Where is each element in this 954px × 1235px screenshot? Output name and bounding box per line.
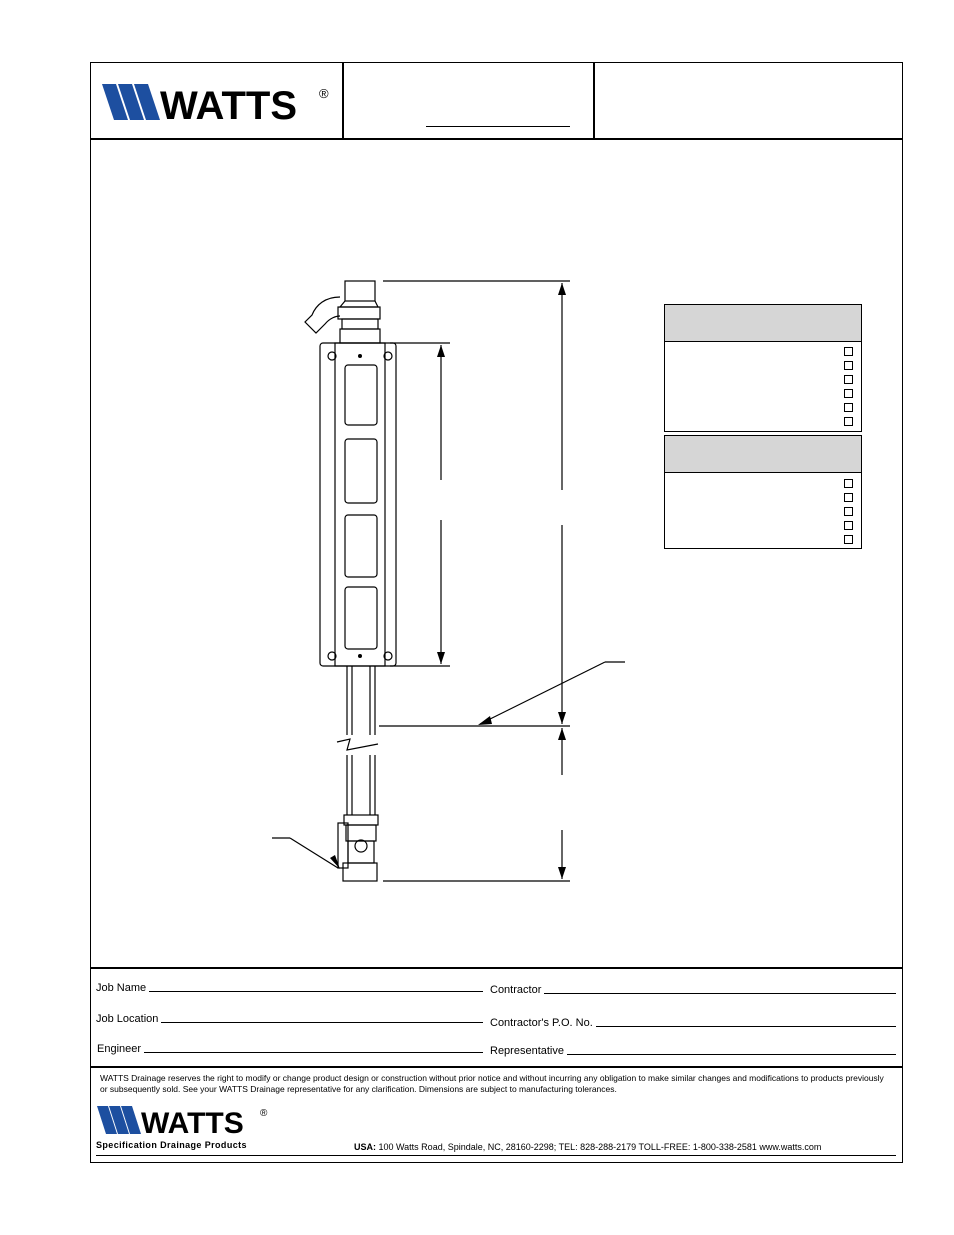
engineer-label: Engineer: [97, 1043, 142, 1055]
footer-rule: [96, 1155, 896, 1156]
representative-line[interactable]: [567, 1054, 896, 1055]
svg-text:WATTS: WATTS: [141, 1107, 244, 1137]
form-top-rule: [90, 967, 903, 969]
break-line: [337, 739, 378, 750]
job-name-label: Job Name: [96, 982, 147, 994]
job-name-field[interactable]: [96, 982, 483, 994]
option-checkbox[interactable]: [844, 403, 853, 412]
representative-label: Representative: [490, 1045, 564, 1057]
contractor-po-field[interactable]: [490, 1017, 896, 1029]
engineer-line[interactable]: [144, 1052, 483, 1053]
contractor-field[interactable]: [490, 984, 896, 996]
disclaimer-text: WATTS Drainage reserves the right to modify or change product design or construction without prior notice and without incurring any obligation to make similar changes and modifications to products previously or subsequently sold. See your WATTS Drainage representative for any clarification. Dimensions are subject to manufacturing tolerances.: [100, 1073, 884, 1094]
option-checkbox[interactable]: [844, 507, 853, 516]
options-box-2: [664, 435, 862, 549]
option-checkbox[interactable]: [844, 417, 853, 426]
contractor-po-label: Contractor's P.O. No.: [490, 1017, 593, 1029]
contractor-po-line[interactable]: [596, 1026, 896, 1027]
option-checkbox[interactable]: [844, 389, 853, 398]
option-checkbox[interactable]: [844, 375, 853, 384]
company-address: [354, 1142, 821, 1152]
option-checkbox[interactable]: [844, 521, 853, 530]
footer-watts-logo: [96, 1103, 276, 1137]
top-fitting: [345, 281, 375, 301]
address-text: 100 Watts Road, Spindale, NC, 28160-2298; TEL: 828-288-2179 TOLL-FREE: 1-800-338-2581 www.watts.com: [376, 1142, 822, 1152]
option-checkbox[interactable]: [844, 361, 853, 370]
option-checkbox[interactable]: [844, 347, 853, 356]
valve-knob: [355, 840, 367, 852]
logo-wordmark: WATTS: [160, 84, 298, 124]
job-name-line[interactable]: [149, 991, 483, 992]
svg-text:®: ®: [260, 1108, 268, 1119]
representative-field[interactable]: [490, 1045, 896, 1057]
options-box-2-header: [665, 436, 861, 473]
elbow-fitting: [305, 297, 340, 333]
job-location-field[interactable]: [96, 1013, 483, 1025]
address-country: USA:: [354, 1142, 376, 1152]
contractor-line[interactable]: [544, 993, 896, 994]
job-location-line[interactable]: [161, 1022, 483, 1023]
engineer-field[interactable]: [97, 1043, 483, 1055]
options-box-1: [664, 304, 862, 432]
options-box-1-header: [665, 305, 861, 342]
job-location-label: Job Location: [96, 1013, 159, 1025]
svg-text:®: ®: [319, 86, 329, 101]
option-checkbox[interactable]: [844, 479, 853, 488]
spec-drainage-label: Specification Drainage Products: [96, 1140, 247, 1150]
option-checkbox[interactable]: [844, 493, 853, 502]
contractor-label: Contractor: [490, 984, 542, 996]
option-checkbox[interactable]: [844, 535, 853, 544]
form-bottom-rule: [90, 1066, 903, 1068]
